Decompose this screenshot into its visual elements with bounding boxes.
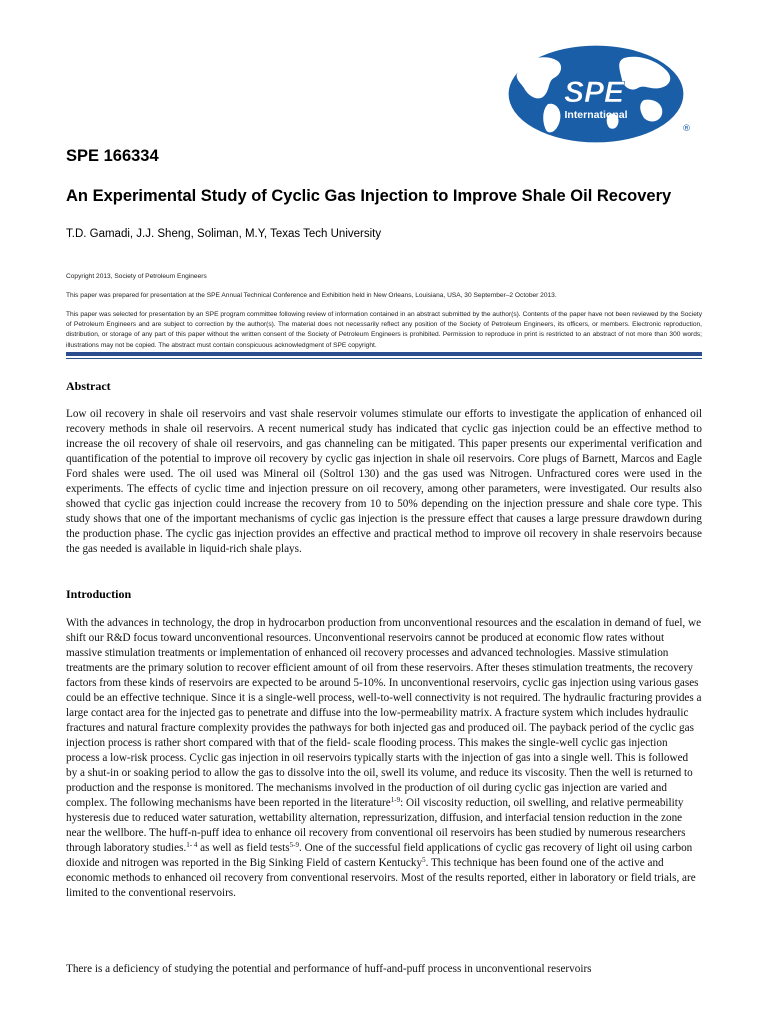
intro-text-3: as well as field tests bbox=[197, 842, 290, 854]
introduction-body bbox=[66, 616, 702, 901]
registered-mark: ® bbox=[682, 124, 691, 134]
citation-ref: 5-9 bbox=[289, 841, 299, 849]
introduction-heading: Introduction bbox=[66, 587, 132, 601]
intro-text-1: With the advances in technology, the drop in hydrocarbon production from unconventional resources and the escalation in demand of fuel, we shift our R&D focus toward unconventional resources. Unconventional reservoirs cannot be produced at economic flow rates without massive stimulation treatments or implementation of enhanced oil recovery processes and advanced technologies. Massive stimulation treatments are the primary solution to recover efficient amount of oil from these reservoirs. After theses stimulation treatments, the recovery factors from these kinds of reservoirs are expected to be around 5-10%. In unconventional reservoirs, cyclic gas injection using various gases could be an effective technique. Since it is a single-well process, well-to-well connectivity is not required. The hydraulic fracturing provides a large contact area for the injected gas to penetrate and diffuse into the low-permeability matrix. A fracture system which includes hydraulic fractures and natural fracture complexity provides the pathways for both injected gas and produced oil. The payback period of the cyclic gas injection process is rather short compared with that of the field- scale flooding process. This makes the single-well cyclic gas injection process a low-risk process. Cyclic gas injection in oil reservoirs typically starts with the injection of gas into a single well. This is followed by a shut-in or soaking period to allow the gas to dissolve into the oil, swell its volume, and reduce its viscosity. Then the well is returned to production and the response is monitored. The mechanisms involved in the production of oil during cyclic gas injection are varied and complex. The following mechanisms have been reported in the literature bbox=[66, 617, 702, 809]
intro-text-5: . This technique has been found one of the active and economic methods to enhanced oil recovery from conventional reservoirs. Most of the results reported, either in laboratory or field trials, are limited to the conventional reservoirs. bbox=[66, 857, 696, 899]
presentation-notice: This paper was prepared for presentation at the SPE Annual Technical Conference and Exhibition held in New Orleans, Louisiana, USA, 30 September–2 October 2013. bbox=[66, 292, 557, 299]
svg-text:SPE: SPE bbox=[563, 76, 625, 109]
abstract-heading: Abstract bbox=[66, 379, 111, 393]
paper-title: An Experimental Study of Cyclic Gas Injection to Improve Shale Oil Recovery bbox=[66, 187, 672, 205]
paper-number: SPE 166334 bbox=[66, 147, 159, 165]
header-divider bbox=[66, 352, 702, 356]
spe-international-logo bbox=[504, 44, 696, 144]
globe-logo-icon bbox=[504, 44, 684, 144]
closing-paragraph: There is a deficiency of studying the potential and performance of huff-and-puff process in unconventional reservoirs bbox=[66, 963, 592, 975]
intro-text-4: . One of the successful field applications of cyclic gas recovery of light oil using carbon dioxide and nitrogen was reported in the Big Sinking Field of castern Kentucky bbox=[66, 842, 693, 869]
copyright-notice: Copyright 2013, Society of Petroleum Engineers bbox=[66, 273, 207, 280]
svg-text:International: International bbox=[564, 109, 628, 121]
abstract-body: Low oil recovery in shale oil reservoirs and vast shale reservoir volumes stimulate our efforts to investigate the application of enhanced oil recovery methods in shale oil reservoirs. A recent numerical study has indicated that cyclic gas injection could be an effective method to increase the oil recovery of shale oil reservoirs, and gas channeling can be mitigated. This paper presents our experimental verification and quantification of the potential to improve oil recovery by cyclic gas injection in shale oil reservoirs. Core plugs of Barnett, Marcos and Eagle Ford shales were used. The oil used was Mineral oil (Soltrol 130) and the gas used was Nitrogen. Unfractured cores were used in the experiments. The effects of cyclic time and injection pressure on oil recovery, among other parameters, were investigated. Our results also showed that cyclic gas injection could increase the recovery from 10 to 50% depending on the injection pressure and shale core type. This study shows that one of the important mechanisms of cyclic gas injection is the pressure effect that causes a large pressure drawdown during the production phase. The cyclic gas injection provides an effective and practical method to improve oil recovery in shale reservoirs because the gas needed is available in liquid-rich shale plays. bbox=[66, 408, 702, 555]
selection-disclaimer: This paper was selected for presentation by an SPE program committee following review of information contained in an abstract submitted by the author(s). Contents of the paper have not been reviewed by the Society of Petroleum Engineers and are subject to correction by the author(s). The material does not necessarily reflect any position of the Society of Petroleum Engineers, its officers, or members. Electronic reproduction, distribution, or storage of any part of this paper without the written consent of the Society of Petroleum Engineers is prohibited. Permission to reproduce in print is restricted to an abstract of not more than 300 words; illustrations may not be copied. The abstract must contain conspicuous acknowledgment of SPE copyright. bbox=[66, 311, 702, 349]
citation-ref: 1- 4 bbox=[186, 841, 198, 849]
citation-ref: 5 bbox=[422, 856, 426, 864]
intro-text-2: : Oil viscosity reduction, oil swelling, and relative permeability hysteresis due to reduced water saturation, wettability alternation, repressurization, diffusion, and interfacial tension reduction in the zone near the wellbore. The huff-n-puff idea to enhance oil recovery from conventional oil reservoirs has been studied by numerous researchers through laboratory studies. bbox=[66, 797, 686, 854]
citation-ref: 1-9 bbox=[390, 796, 401, 804]
author-line: T.D. Gamadi, J.J. Sheng, Soliman, M.Y, Texas Tech University bbox=[66, 228, 382, 240]
header-divider-thin bbox=[66, 358, 702, 359]
